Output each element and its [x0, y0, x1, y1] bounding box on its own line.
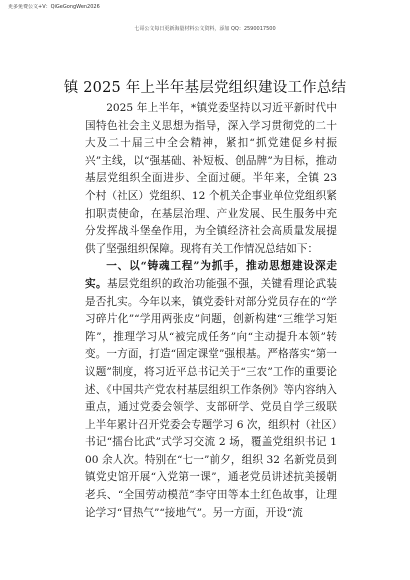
section-1-heading: 一、以“铸魂工程”为抓手，推动思想建设深走实。	[85, 260, 337, 290]
source-header: 更多免费公文+V：QiGeGongWen2026	[8, 4, 100, 10]
section-1-paragraph	[85, 258, 337, 522]
document-body	[85, 100, 337, 522]
intro-paragraph: 2025 年上半年，*镇党委坚持以习近平新时代中国特色社会主义思想为指导，深入学习贯彻党的二十大及二十届三中全会精神，紧扣“抓党建促乡村振兴”主线，以“强基础、补短板、创品牌”为目标，推动基层党组织全面进步、全面过硬。半年来，全镇 23 个村（社区）党组织、12 个机关企事业单位党组织紧扣职责使命，在基层治理、产业发展、民生服务中充分发挥战斗堡垒作用，为全镇经济社会高质量发展提供了坚强组织保障。现将有关工作情况总结如下：	[85, 102, 337, 255]
promo-note: 七哥公文每日更新海量材料公文资料，添加 QQ：2590017500	[134, 26, 276, 32]
section-1-text: 基层党组织的政治功能强不强，关键看理论武装是否扎实。今年以来，镇党委针对部分党员存在的“学习碎片化”“学用两张皮”问题，创新构建“三维学习矩阵”，推理学习从“被完成任务”向“主动提升本领”转变。一方面，打造“固定课堂”强根基。严格落实“第一议题”制度，将习近平总书记关于“三农”工作的重要论述、《中国共产党农村基层组织工作条例》等内容纳入重点，通过党委会领学、支部研学、党员自学三级联上半年累计召开党委会专题学习 6 次，组织村（社区）书记“擂台比武”式学习交流 2 场，覆盖党组织书记 100 余人次。特别在“七一”前夕，组织 32 名新党员到镇党史馆开展“入党第一课”，通老党员讲述抗美援朝老兵、“全国劳动模范”李守田等本土红色故事，让理论学习“冒热气”“接地气”。另一方面，开设“流	[85, 277, 338, 519]
document-title: 镇 2025 年上半年基层党组织建设工作总结	[63, 80, 347, 96]
